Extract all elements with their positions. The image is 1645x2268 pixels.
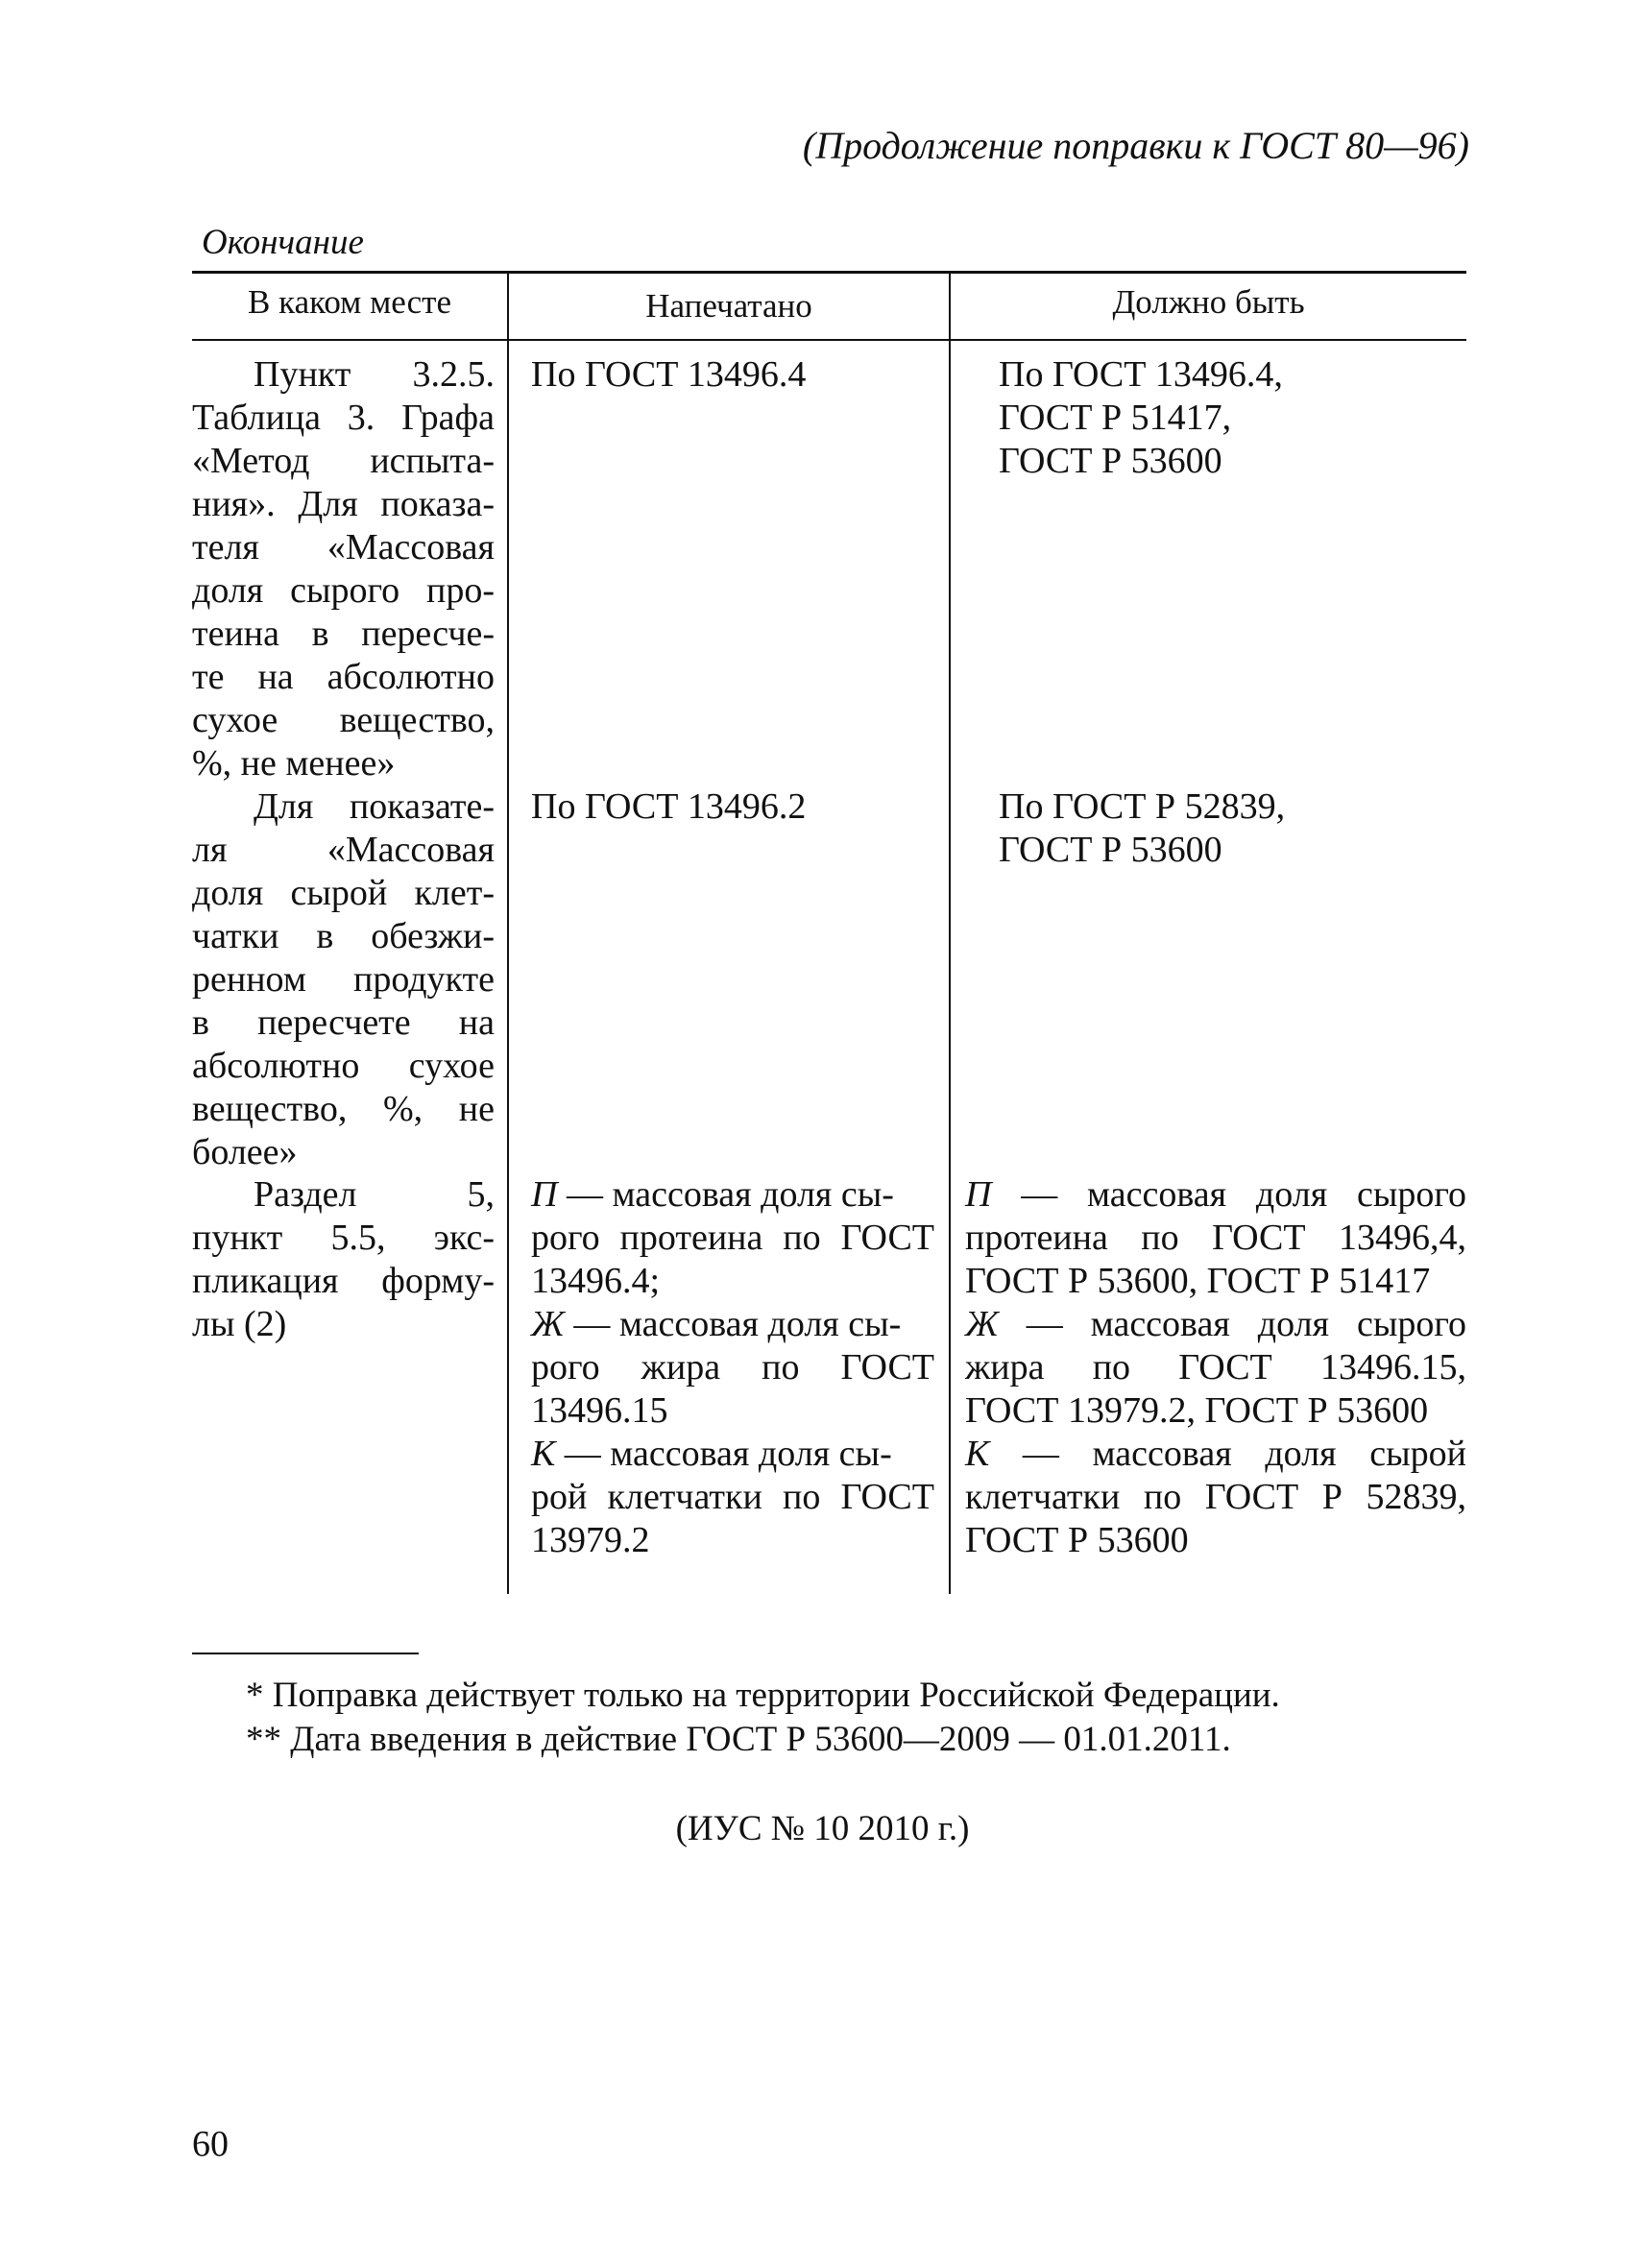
table-row-1-should-be: По ГОСТ 13496.4, ГОСТ Р 51417, ГОСТ Р 53600 (999, 354, 1283, 481)
footnote-separator (192, 1653, 419, 1654)
column-header-printed: Напечатано (645, 287, 812, 325)
should-item-fiber: К — массовая доля сырой клетчатки по ГОСТ Р 52839, ГОСТ Р 53600 (965, 1434, 1466, 1560)
ending-label: Окончание (202, 223, 364, 262)
should-item-fat: Ж — массовая доля сырого жира по ГОСТ 13496.15, ГОСТ 13979.2, ГОСТ Р 53600 (965, 1304, 1466, 1431)
column-header-place: В каком месте (248, 283, 451, 321)
footnote-2: ** Дата введения в действие ГОСТ Р 53600—2009 — 01.01.2011. (246, 1720, 1231, 1759)
continuation-header: (Продолжение поправки к ГОСТ 80—96) (802, 124, 1469, 167)
table-row-2-place: Для показате- ля «Массовая доля сырой клет- чатки в обезжи- ренном продукте в пересчете на абсолютно сухое вещество, %, не более» (192, 786, 495, 1172)
table-row-1-place: Пункт 3.2.5. Таблица 3. Графа «Метод испыта- ния». Для показа- теля «Массовая доля сырого про- теина в пересче- те на абсолютно сухое вещество, %, не менее» (192, 354, 495, 784)
column-header-should-be: Должно быть (1112, 283, 1305, 321)
should-item-protein: П — массовая доля сырого протеина по ГОСТ 13496,4, ГОСТ Р 53600, ГОСТ Р 51417 (965, 1174, 1466, 1301)
footnote-1: * Поправка действует только на территории Российской Федерации. (246, 1676, 1280, 1715)
page-number: 60 (192, 2124, 229, 2164)
table-row-3-should-be (965, 1173, 1466, 1562)
column-divider-1 (507, 271, 509, 1594)
table-row-2-printed: По ГОСТ 13496.2 (531, 786, 807, 827)
column-divider-2 (949, 271, 951, 1594)
table-top-rule (192, 271, 1466, 274)
table-row-1-printed: По ГОСТ 13496.4 (531, 354, 807, 395)
table-row-2-should-be: По ГОСТ Р 52839, ГОСТ Р 53600 (999, 786, 1286, 870)
table-row-3-printed (531, 1173, 934, 1562)
table-header-rule (192, 339, 1466, 341)
printed-item-fiber: К — массовая доля сы- рой клетчатки по ГОСТ 13979.2 (531, 1434, 934, 1560)
printed-item-fat: Ж — массовая доля сы- рого жира по ГОСТ 13496.15 (531, 1304, 934, 1431)
ius-reference: (ИУС № 10 2010 г.) (675, 1809, 970, 1848)
table-row-3-place: Раздел 5, пункт 5.5, экс- пликация форму- лы (2) (192, 1174, 495, 1344)
printed-item-protein: П — массовая доля сы- рого протеина по ГОСТ 13496.4; (531, 1174, 934, 1301)
